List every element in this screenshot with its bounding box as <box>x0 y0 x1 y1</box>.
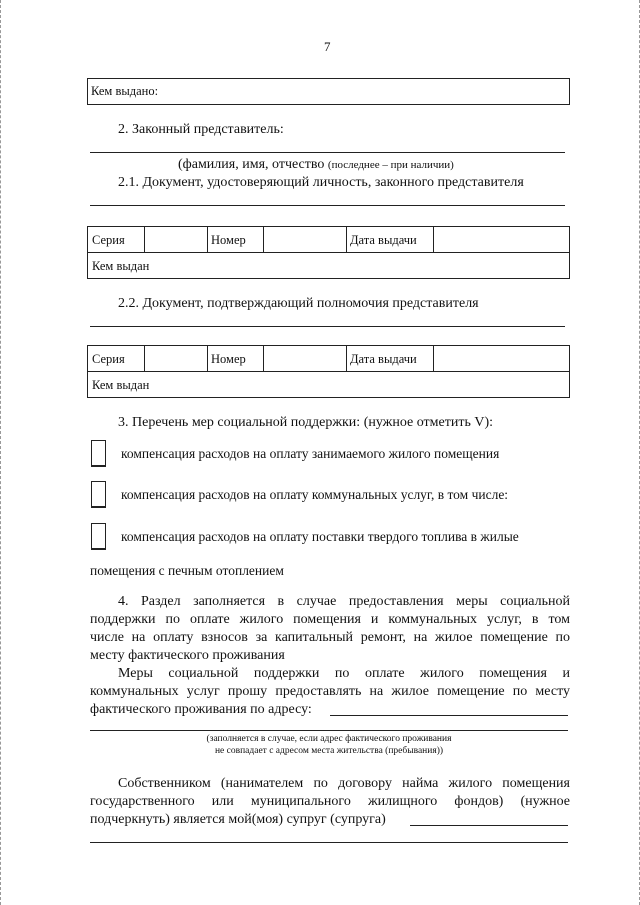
measures-line-1: Меры социальной поддержки по оплате жилого помещения и <box>118 666 570 681</box>
section4-line-2: поддержки по оплате жилого помещения и коммунальных услуг, в том <box>90 612 570 627</box>
name-caption <box>178 156 454 174</box>
option-housing-label: компенсация расходов на оплату занимаемого жилого помещения <box>121 446 500 461</box>
series-field-2[interactable] <box>146 347 206 370</box>
measures-line-2: коммунальных услуг прошу предоставлять на жилое помещение по месту <box>90 684 570 699</box>
spouse-name-line[interactable] <box>410 825 568 826</box>
checkbox-solid-fuel[interactable] <box>91 523 106 550</box>
address-note-1: (заполняется в случае, если адрес фактического проживания <box>206 734 452 744</box>
section2-title: 2. Законный представитель: <box>118 122 284 137</box>
series-label-2: Серия <box>92 352 125 366</box>
issued-by-row-label-2: Кем выдан <box>92 378 150 392</box>
measures-line-3: фактического проживания по адресу: <box>90 702 312 717</box>
owner-line-2: государственного или муниципального жилищного фондов) (нужное <box>90 794 570 809</box>
option-utilities-label: компенсация расходов на оплату коммунальных услуг, в том числе: <box>121 487 509 502</box>
issue-date-field[interactable] <box>435 228 566 251</box>
doc-table-1-sep <box>433 226 434 252</box>
doc-table-2-divider <box>87 371 569 372</box>
doc-table-2-sep <box>346 345 347 371</box>
representative-name-line[interactable] <box>90 152 565 153</box>
issue-date-label-2: Дата выдачи <box>350 352 417 366</box>
section4-line-3: числе на оплату взносов за капитальный ремонт, на жилое помещение по <box>90 630 570 645</box>
issued-by-label: Кем выдано: <box>91 84 159 98</box>
address-line-1[interactable] <box>330 715 568 716</box>
doc-table-2-sep <box>144 345 145 371</box>
section3-title: 3. Перечень мер социальной поддержки: (нужное отметить V): <box>118 415 493 430</box>
number-field[interactable] <box>265 228 345 251</box>
doc21-line[interactable] <box>90 205 565 206</box>
number-label: Номер <box>211 233 246 247</box>
doc-table-1-sep <box>207 226 208 252</box>
owner-line-3: подчеркнуть) является мой(моя) супруг (супруга) <box>90 812 386 827</box>
doc-table-2-sep <box>433 345 434 371</box>
checkbox-utilities[interactable] <box>91 481 106 508</box>
doc-table-1-divider <box>87 252 569 253</box>
checkbox-housing[interactable] <box>91 440 106 467</box>
name-caption-main: (фамилия, имя, отчество <box>178 157 325 172</box>
doc-table-1-sep <box>346 226 347 252</box>
issued-by-box[interactable] <box>87 78 570 105</box>
page-number: 7 <box>324 39 331 54</box>
right-scan-edge <box>636 0 640 905</box>
doc-table-2-sep <box>207 345 208 371</box>
option-fuel-label: компенсация расходов на оплату поставки твердого топлива в жилые <box>121 529 519 544</box>
issued-by-row-label: Кем выдан <box>92 259 150 273</box>
section2-1-title: 2.1. Документ, удостоверяющий личность, законного представителя <box>118 175 524 190</box>
series-field[interactable] <box>146 228 206 251</box>
issue-date-label: Дата выдачи <box>350 233 417 247</box>
doc22-line[interactable] <box>90 326 565 327</box>
series-label: Серия <box>92 233 125 247</box>
option-fuel-continuation: помещения с печным отоплением <box>90 563 284 578</box>
left-scan-edge <box>0 0 4 905</box>
section2-2-title: 2.2. Документ, подтверждающий полномочия представителя <box>118 296 479 311</box>
doc-table-1-sep <box>263 226 264 252</box>
address-note-2: не совпадает с адресом места жительства (пребывания)) <box>214 746 444 756</box>
doc-table-2-sep <box>263 345 264 371</box>
issued-by-field-2[interactable] <box>150 373 566 395</box>
doc-table-1-sep <box>144 226 145 252</box>
section4-line-1: 4. Раздел заполняется в случае предоставления меры социальной <box>118 594 570 609</box>
address-line-2[interactable] <box>90 730 568 731</box>
issue-date-field-2[interactable] <box>435 347 566 370</box>
name-caption-paren: (последнее – при наличии) <box>327 159 454 171</box>
issued-by-field[interactable] <box>150 254 566 276</box>
number-field-2[interactable] <box>265 347 345 370</box>
number-label-2: Номер <box>211 352 246 366</box>
owner-line-1: Собственником (нанимателем по договору найма жилого помещения <box>118 776 570 791</box>
section4-line-4: месту фактического проживания <box>90 648 285 663</box>
spouse-name-line-2[interactable] <box>90 842 568 843</box>
